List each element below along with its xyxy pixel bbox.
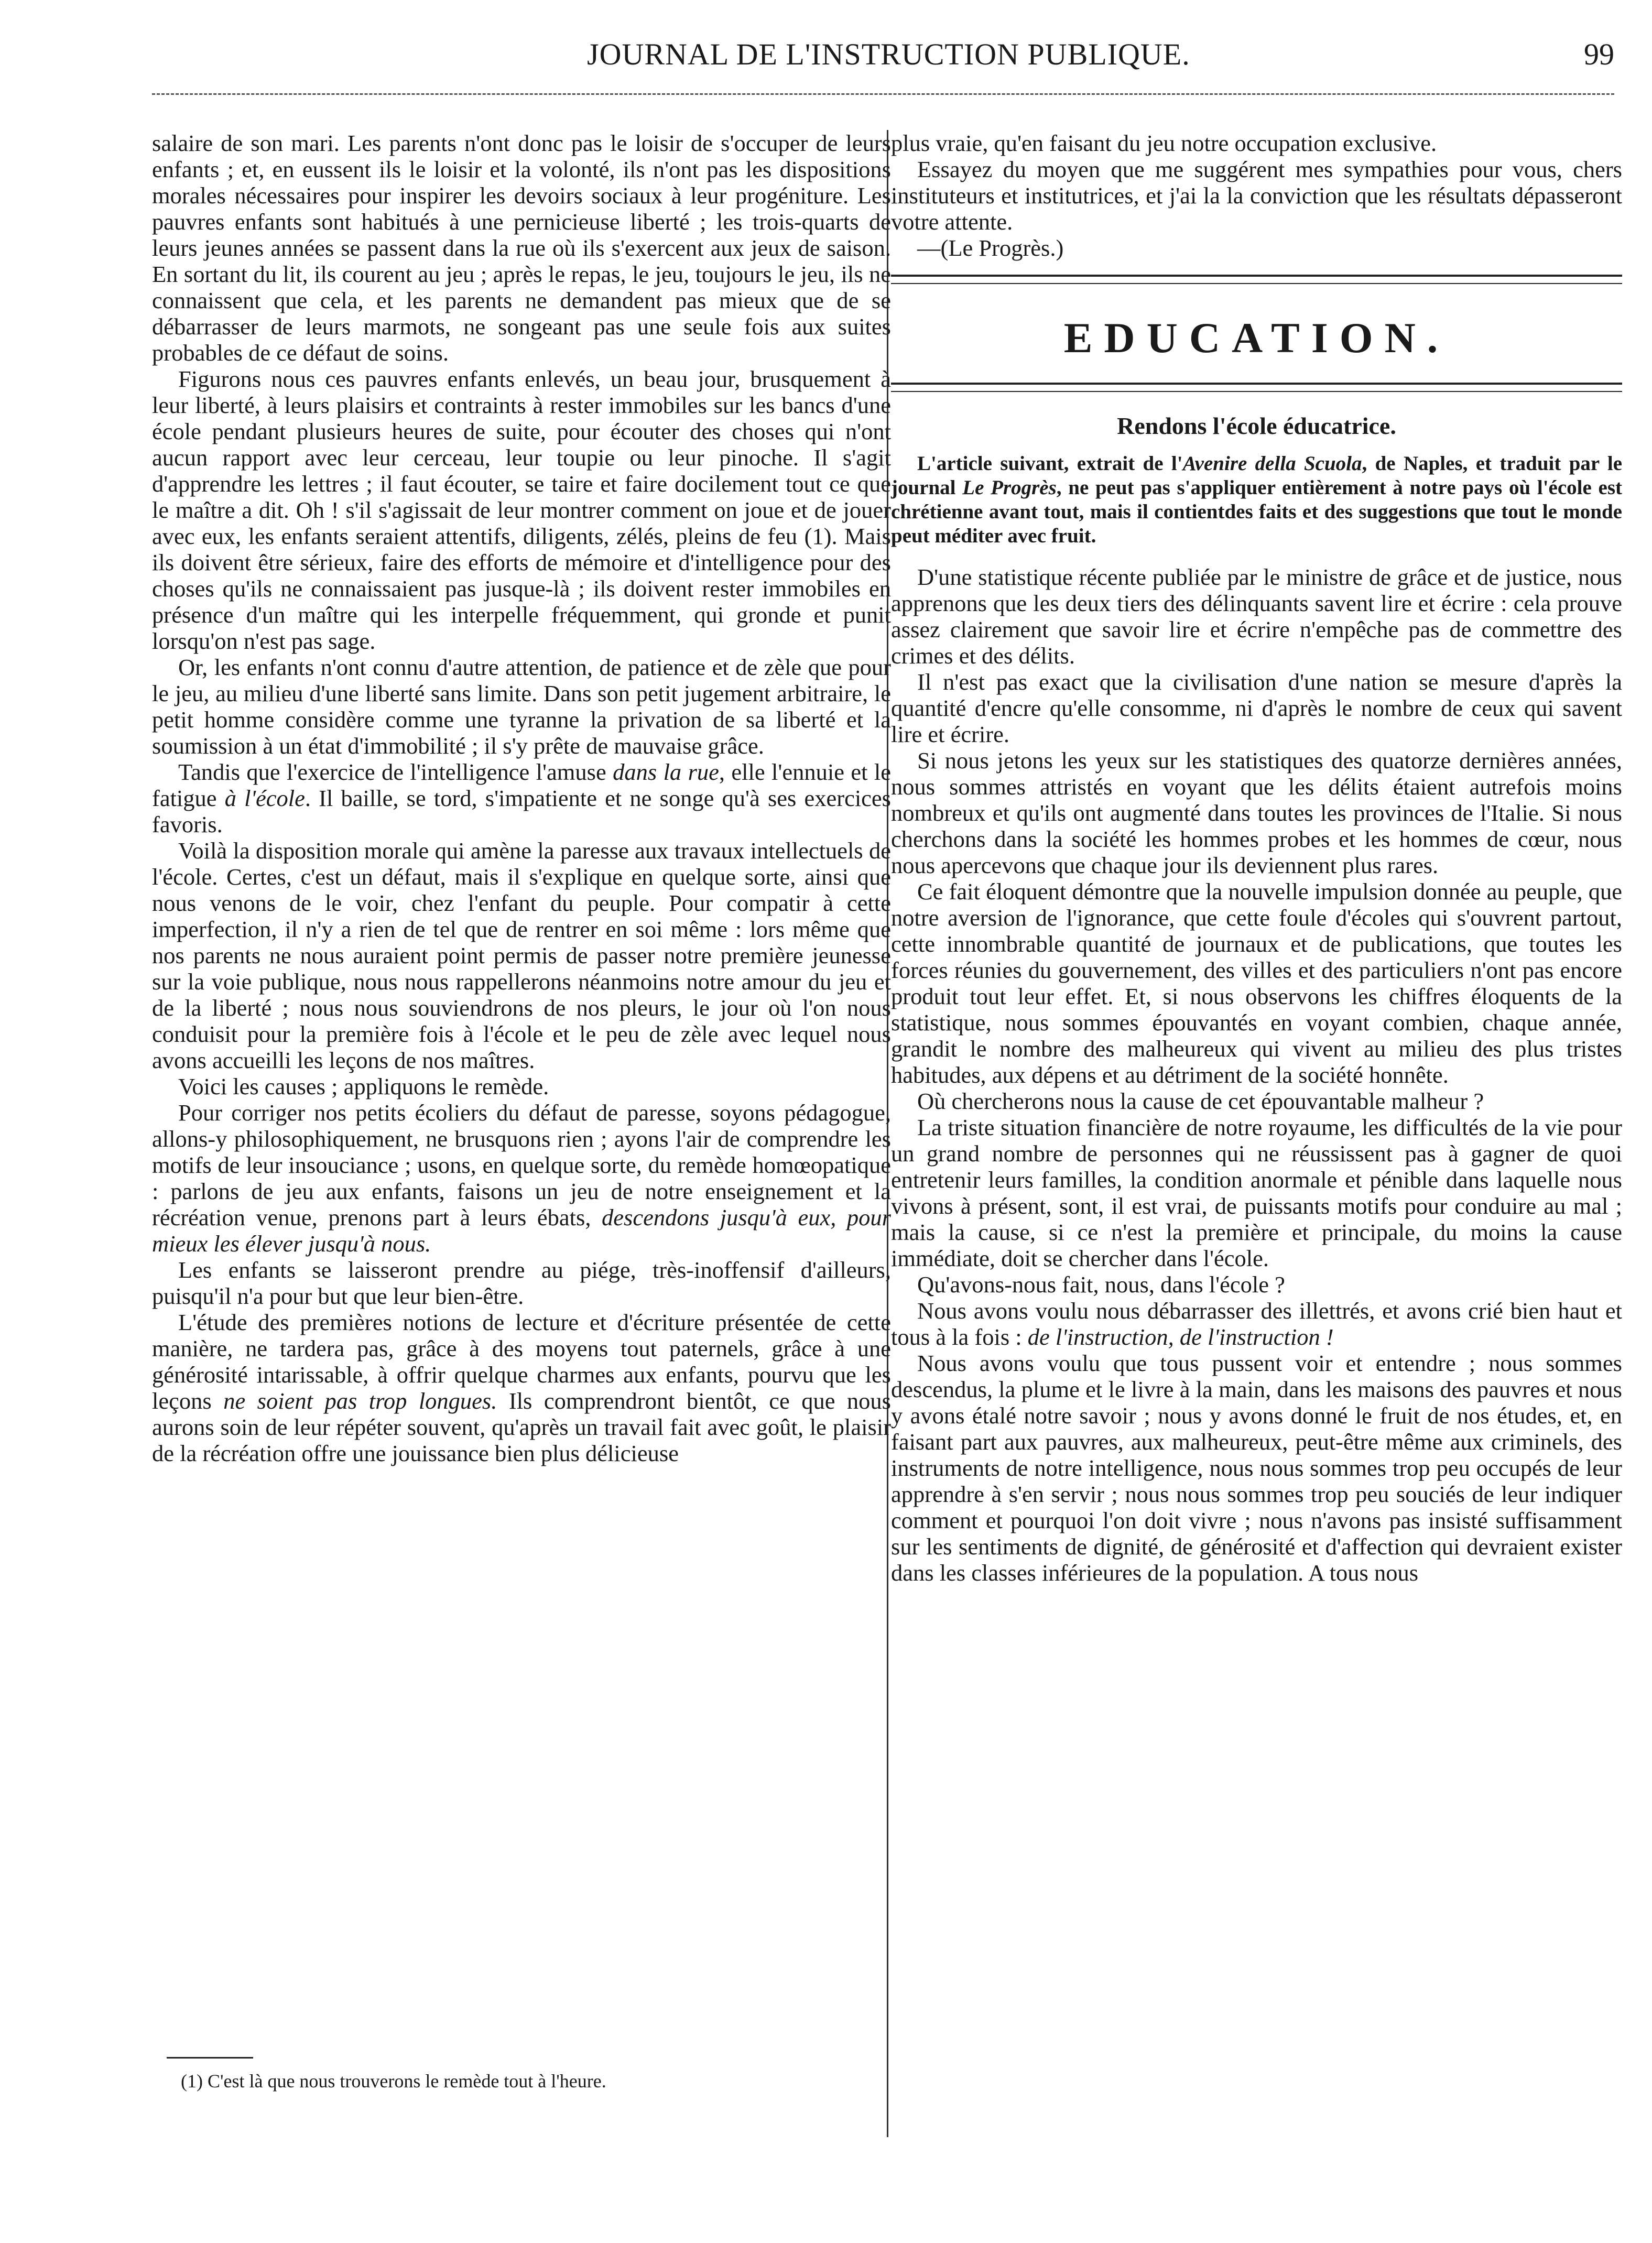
section-rule-bottom [891, 383, 1622, 392]
paragraph: Figurons nous ces pauvres enfants enlevés, un beau jour, brusquement à leur liberté, à leurs plaisirs et contraints à rester immobiles sur les bancs d'une école pendant plusieurs heures de suite, pour écouter des choses qui n'ont aucun rapport avec leur cerceau, leur toupie ou leur pinoche. Il s'agit d'apprendre les lettres ; il faut écouter, se taire et faire docilement tout ce que le maître a dit. Oh ! s'il s'agissait de leur montrer comment on joue et de jouer avec eux, les enfants seraient attentifs, diligents, zélés, pleins de feu (1). Mais ils doivent être sérieux, faire des efforts de mémoire et d'intelligence pour des choses qu'ils ne connaissaient pas jusque-là ; ils doivent rester immobiles en présence d'un maître qui les interpelle fréquemment, qui gronde et punit lorsqu'on n'est pas sage. [152, 366, 891, 654]
paragraph: Nous avons voulu nous débarrasser des illettrés, et avons crié bien haut et tous à la fois : de l'instruction, de l'instruction ! [891, 1298, 1622, 1350]
paragraph: Il n'est pas exact que la civilisation d'une nation se mesure d'après la quantité d'encre qu'elle consomme, ni d'après le nombre de ceux qui savent lire et écrire. [891, 669, 1622, 747]
paragraph: plus vraie, qu'en faisant du jeu notre occupation exclusive. [891, 130, 1437, 156]
paragraph: salaire de son mari. Les parents n'ont donc pas le loisir de s'occuper de leurs enfants ; et, en eussent ils le loisir et la volonté, ils n'ont pas les dispositions morales nécessaires pour inspirer les devoirs sociaux à leur progéniture. Les pauvres enfants sont habitués à une pernicieuse liberté ; les trois-quarts de leurs jeunes années se passent dans la rue où ils s'exercent aux jeux de saison. En sortant du lit, ils courent au jeu ; après le repas, le jeu, toujours le jeu, ils ne connaissent que cela, et les parents ne demandent pas mieux que de se débarrasser de leurs marmots, ne songeant pas une seule fois aux suites probables de ce défaut de soins. [152, 130, 891, 366]
paragraph: Ce fait éloquent démontre que la nouvelle impulsion donnée au peuple, que notre aversion de l'ignorance, que cette foule d'écoles qui s'ouvrent partout, cette innombrable quantité de journaux et de publications, que toutes les forces réunies du gouvernement, des villes et des particuliers n'ont pas encore produit tout leur effet. Et, si nous observons les chiffres éloquents de la statistique, nous sommes épouvantés en voyant combien, chaque année, grandit le nombre des malheureux qui vivent au milieu des plus tristes habitudes, aux dépens et au détriment de la société honnête. [891, 878, 1622, 1088]
source-credit: —(Le Progrès.) [917, 235, 1064, 261]
footnote-rule [167, 2057, 253, 2059]
paragraph: D'une statistique récente publiée par le ministre de grâce et de justice, nous apprenons que les deux tiers des délinquants savent lire et écrire : cela prouve assez clairement que savoir lire et écrire n'empêche pas de commettre des crimes et des délits. [891, 564, 1622, 669]
page-number: 99 [1584, 37, 1614, 71]
paragraph: Voici les causes ; appliquons le remède. [178, 1073, 549, 1099]
paragraph: Voilà la disposition morale qui amène la paresse aux travaux intellectuels de l'école. Certes, c'est un défaut, mais il s'explique en quelque sorte, ainsi que nous venons de le voir, chez l'enfant du peuple. Pour compatir à cette imperfection, il n'y a rien de tel que de rentrer en soi même : lors même que nos parents ne nous auraient point permis de passer notre première jeunesse sur la voie publique, nous nous rappellerons néanmoins notre amour du jeu et de la liberté ; nous nous souviendrons de nos pleurs, le jour où l'on nous conduisit pour la première fois à l'école et le peu de zèle avec lequel nous avons accueilli les leçons de nos maîtres. [152, 837, 891, 1073]
article-intro: L'article suivant, extrait de l'Avenire della Scuola, de Naples, et traduit par le journal Le Progrès, ne peut pas s'appliquer entièrement à notre pays où l'école est chrétienne avant tout, mais il contientdes faits et des suggestions que tout le monde peut méditer avec fruit. [891, 452, 1623, 547]
paragraph: Où chercherons nous la cause de cet épouvantable malheur ? [917, 1088, 1484, 1114]
paragraph: Pour corriger nos petits écoliers du défaut de paresse, soyons pédagogue, allons-y philosophiquement, ne brusquons rien ; ayons l'air de comprendre les motifs de leur insouciance ; usons, en quelque sorte, du remède homœopatique : parlons de jeu aux enfants, faisons un jeu de notre enseignement et la récréation venue, prenons part à leurs ébats, descendons jusqu'à eux, pour mieux les élever jusqu'à nous. [152, 1099, 891, 1257]
paragraph: Essayez du moyen que me suggérent mes sympathies pour vous, chers instituteurs et institutrices, et j'ai la la conviction que les résultats dépasseront votre attente. [891, 156, 1622, 235]
paragraph: Les enfants se laisseront prendre au piége, très-inoffensif d'ailleurs, puisqu'il n'a pour but que leur bien-être. [152, 1257, 891, 1309]
right-column [891, 130, 1622, 1586]
article-title: Rendons l'école éducatrice. [1117, 412, 1396, 439]
paragraph: Nous avons voulu que tous pussent voir et entendre ; nous sommes descendus, la plume et le livre à la main, dans les maisons des pauvres et nous y avons étalé notre savoir ; nous y avons donné le fruit de nos études, et, en faisant part aux pauvres, aux malheureux, peut-être même aux criminels, des instruments de notre intelligence, nous nous sommes trop peu occupés de leur apprendre à s'en servir ; nous nous sommes trop peu souciés de leur indiquer comment et pourquoi l'on doit vivre ; nous n'avons pas insisté suffisamment sur les sentiments de dignité, de générosité et d'affection qui devraient exister dans les classes inférieures de la population. A tous nous [891, 1350, 1622, 1586]
paragraph: Si nous jetons les yeux sur les statistiques des quatorze dernières années, nous sommes attristés en voyant que les délits étaient autrefois moins nombreux et qu'ils ont augmenté dans toutes les provinces de l'Italie. Si nous cherchons dans la société les hommes probes et les hommes de cœur, nous nous apercevons que chaque jour ils deviennent plus rares. [891, 747, 1622, 878]
journal-title: JOURNAL DE L'INSTRUCTION PUBLIQUE. [587, 37, 1190, 71]
left-column [152, 130, 891, 1466]
paragraph: L'étude des premières notions de lecture et d'écriture présentée de cette manière, ne tardera pas, grâce à des moyens tout paternels, grâce à une générosité intarissable, à offrir quelque charmes aux enfants, pourvu que les leçons ne soient pas trop longues. Ils comprendront bientôt, ce que nous aurons soin de leur répéter souvent, qu'après un travail fait avec goût, le plaisir de la récréation offre une jouissance bien plus délicieuse [152, 1309, 892, 1466]
paragraph: Tandis que l'exercice de l'intelligence l'amuse dans la rue, elle l'ennuie et le fatigue à l'école. Il baille, se tord, s'impatiente et ne songe qu'à ses exercices favoris. [152, 759, 891, 837]
section-title: EDUCATION. [1063, 314, 1450, 362]
section-rule-top [891, 275, 1622, 284]
page-header [152, 32, 1614, 74]
paragraph: La triste situation financière de notre royaume, les difficultés de la vie pour un grand nombre de personnes qui ne réussissent pas à gagner de quoi entretenir leurs familles, la condition anormale et pénible dans laquelle nous vivons à présent, sont, il est vrai, de puissants motifs pour conduire au mal ; mais la cause, si ce n'est la première et principale, du moins la cause immédiate, doit se chercher dans l'école. [891, 1114, 1622, 1271]
paragraph: Or, les enfants n'ont connu d'autre attention, de patience et de zèle que pour le jeu, au milieu d'une liberté sans limite. Dans son petit jugement arbitraire, le petit homme considère comme une tyranne la privation de sa liberté et la soumission à un état d'immobilité ; il s'y prête de mauvaise grâce. [152, 654, 891, 759]
paragraph: Qu'avons-nous fait, nous, dans l'école ? [917, 1271, 1285, 1298]
footnote: (1) C'est là que nous trouverons le remède tout à l'heure. [181, 2071, 606, 2092]
header-rule [152, 93, 1614, 95]
